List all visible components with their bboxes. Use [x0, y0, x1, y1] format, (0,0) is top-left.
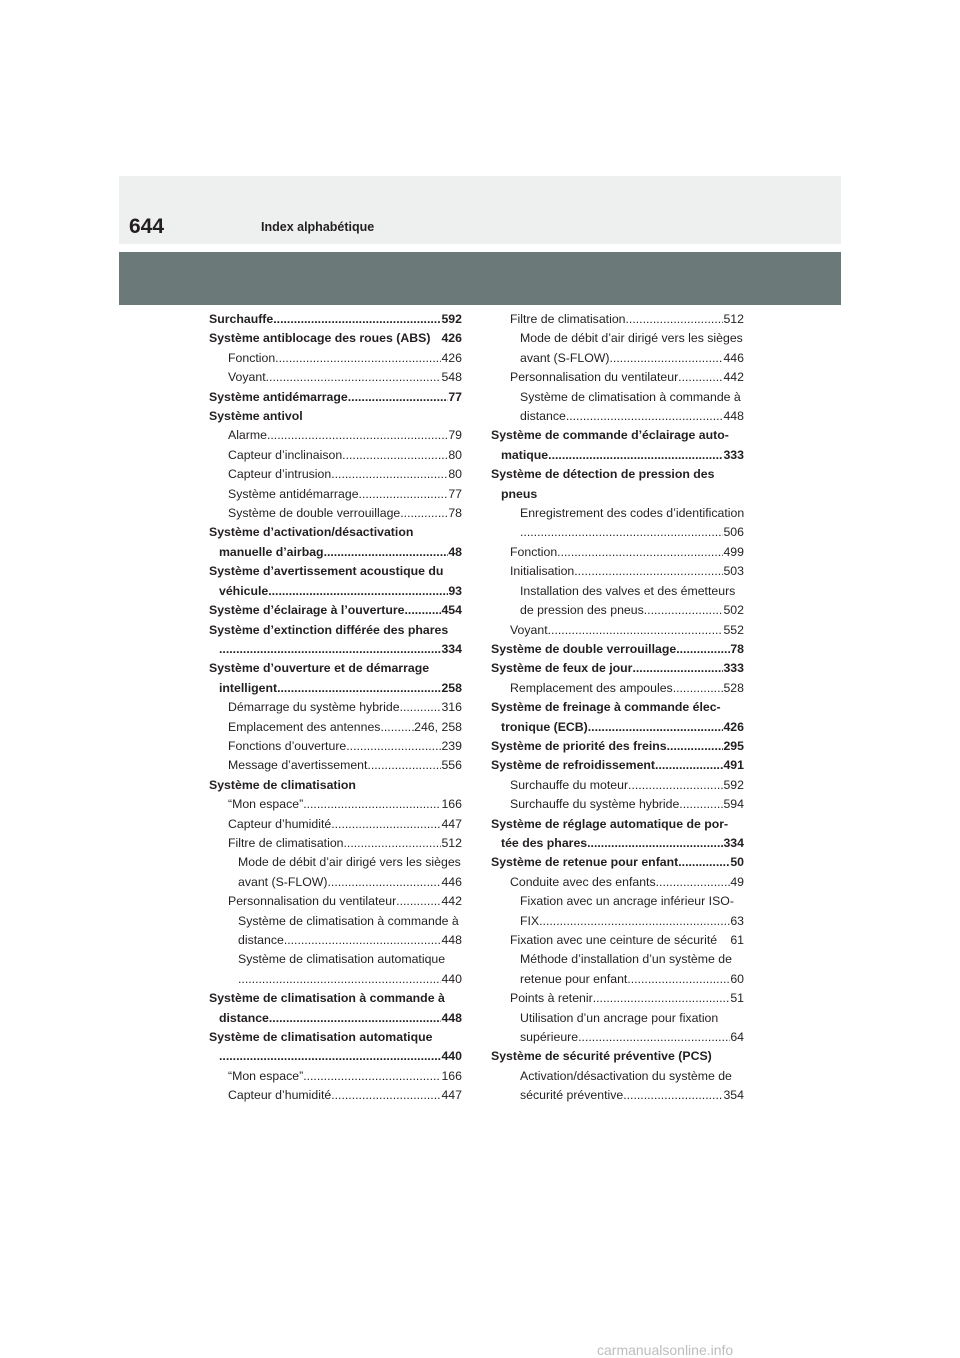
- page-ref[interactable]: 442: [441, 894, 462, 909]
- index-entry: [209, 756, 462, 775]
- dot-leader: [267, 426, 448, 445]
- index-entry: [209, 776, 462, 795]
- dot-leader: [400, 504, 448, 523]
- page-ref[interactable]: 454: [441, 603, 462, 618]
- entry-text: Capteur d’humidité: [228, 1088, 332, 1103]
- index-entry: [209, 698, 462, 717]
- index-entry: [491, 834, 744, 853]
- entry-text: Système antidémarrage: [209, 389, 348, 404]
- page-ref[interactable]: 448: [723, 409, 744, 424]
- dot-leader: [520, 523, 723, 542]
- index-entry: [209, 485, 462, 504]
- entry-text: Système d’ouverture et de démarrage: [209, 661, 430, 676]
- index-entry: [209, 834, 462, 853]
- dot-leader: [679, 795, 723, 814]
- dot-leader: [632, 659, 723, 678]
- dot-leader: [673, 679, 724, 698]
- page-ref[interactable]: 528: [723, 680, 744, 695]
- page-number: 644: [129, 215, 165, 238]
- dot-leader: [626, 310, 724, 329]
- index-entry: [491, 1009, 744, 1028]
- header-band: [119, 252, 841, 305]
- page-header: [119, 176, 841, 244]
- index-entry: [491, 679, 744, 698]
- entry-text: Système de climatisation à commande à: [209, 991, 445, 1006]
- page-ref[interactable]: 447: [441, 816, 462, 831]
- entry-text: Système d’extinction différée des phares: [209, 622, 449, 637]
- index-entry: [491, 815, 744, 834]
- footer-watermark: carmanualsonline.info: [597, 1342, 734, 1358]
- dot-leader: [303, 1067, 441, 1086]
- index-entry: [209, 368, 462, 387]
- index-entry: [491, 737, 744, 756]
- index-entry: [209, 310, 462, 329]
- page-ref[interactable]: 64: [730, 1030, 744, 1045]
- entry-text: sécurité préventive: [520, 1088, 624, 1103]
- entry-text: Voyant: [510, 622, 548, 637]
- entry-text: intelligent: [219, 680, 278, 695]
- index-entry: [209, 562, 462, 581]
- index-entry: [491, 1047, 744, 1066]
- dot-leader: [396, 892, 441, 911]
- index-entry: [209, 718, 462, 737]
- entry-text: Remplacement des ampoules: [510, 680, 673, 695]
- entry-text: tée des phares: [501, 835, 588, 850]
- entry-text: Alarme: [228, 428, 267, 443]
- page-ref[interactable]: 448: [441, 933, 462, 947]
- dot-leader: [380, 718, 414, 737]
- entry-text: Système de climatisation à commande à: [520, 389, 741, 404]
- index-entry: [491, 1067, 744, 1086]
- page-ref[interactable]: 93: [448, 583, 462, 598]
- entry-text: Système de climatisation automatique: [209, 1030, 433, 1045]
- dot-leader: [303, 795, 441, 814]
- entry-text: tronique (ECB): [501, 719, 588, 734]
- page-ref[interactable]: 426: [441, 350, 462, 365]
- page-ref[interactable]: 166: [441, 1068, 462, 1083]
- dot-leader: [678, 853, 730, 872]
- page-ref[interactable]: 258: [441, 680, 462, 695]
- dot-leader: [400, 698, 442, 717]
- index-entry: [209, 465, 462, 484]
- entry-text: Filtre de climatisation: [510, 312, 626, 326]
- entry-text: Initialisation: [510, 564, 575, 579]
- entry-text: Fixation avec un ancrage inférieur ISO-: [520, 894, 734, 909]
- entry-text: Voyant: [228, 370, 266, 385]
- entry-text: Système de refroidissement: [491, 758, 656, 773]
- dot-leader: [367, 756, 441, 775]
- entry-text: Système d’éclairage à l’ouverture: [209, 603, 405, 618]
- page-ref[interactable]: 295: [723, 738, 744, 753]
- dot-leader: [284, 931, 442, 950]
- index-entry: [209, 349, 462, 368]
- index-entry: [491, 485, 744, 504]
- entry-text: Système de freinage à commande élec-: [491, 700, 721, 715]
- dot-leader: [348, 388, 449, 407]
- dot-leader: [548, 621, 724, 640]
- entry-text: avant (S-FLOW): [238, 874, 328, 889]
- page-ref[interactable]: 334: [723, 835, 744, 850]
- index-entry: [491, 950, 744, 969]
- entry-text: Points à retenir: [510, 991, 593, 1006]
- entry-text: Système de double verrouillage: [228, 506, 401, 521]
- index-entry: [209, 1028, 462, 1047]
- dot-leader: [219, 640, 441, 659]
- page-ref[interactable]: 60: [730, 971, 744, 986]
- entry-text: Démarrage du système hybride: [228, 700, 400, 715]
- index-entry: [209, 446, 462, 465]
- dot-leader: [574, 562, 723, 581]
- entry-text: Système de double verrouillage: [491, 641, 677, 656]
- entry-text: Installation des valves et des émetteurs: [520, 583, 736, 598]
- page-ref[interactable]: 592: [723, 777, 744, 792]
- index-entry: [491, 756, 744, 775]
- entry-text: Utilisation d’un ancrage pour fixation: [520, 1010, 719, 1025]
- entry-text: Méthode d’installation d’un système de: [520, 952, 732, 967]
- dot-leader: [269, 1009, 442, 1028]
- index-entry: [209, 950, 462, 969]
- entry-text: Mode de débit d’air dirigé vers les sièges: [520, 331, 743, 346]
- entry-text: Système antivol: [209, 409, 303, 424]
- page-ref[interactable]: 246, 258: [414, 719, 462, 734]
- entry-text: Surchauffe: [209, 312, 274, 326]
- page-ref[interactable]: 51: [730, 991, 744, 1006]
- index-entry: [209, 1067, 462, 1086]
- index-entry: [209, 989, 462, 1008]
- dot-leader: [359, 485, 449, 504]
- page-ref[interactable]: 333: [723, 661, 744, 676]
- entry-text: Système antidémarrage: [228, 486, 359, 501]
- index-entry: [491, 640, 744, 659]
- index-entry: [491, 388, 744, 407]
- entry-text: Système de sécurité préventive (PCS): [491, 1049, 712, 1064]
- page-ref[interactable]: 446: [723, 350, 744, 365]
- index-entry: [491, 543, 744, 562]
- page-ref[interactable]: 552: [723, 622, 744, 637]
- index-entry: [491, 407, 744, 426]
- index-entry: [491, 310, 744, 329]
- index-entry: [209, 523, 462, 542]
- page-ref[interactable]: 78: [448, 506, 462, 521]
- dot-leader: [628, 776, 723, 795]
- entry-text: Activation/désactivation du système de: [520, 1068, 732, 1083]
- page-ref[interactable]: 503: [723, 564, 744, 579]
- dot-leader: [548, 446, 723, 465]
- page-ref[interactable]: 354: [723, 1088, 744, 1103]
- index-entry: [491, 1028, 744, 1047]
- index-entry: [209, 679, 462, 698]
- page-ref[interactable]: 440: [441, 1049, 462, 1064]
- page-ref[interactable]: 446: [441, 874, 462, 889]
- dot-leader: [656, 873, 731, 892]
- index-entry: [209, 640, 462, 659]
- page-ref[interactable]: 512: [441, 835, 462, 850]
- index-entry: [209, 582, 462, 601]
- entry-text: distance: [520, 409, 566, 424]
- entry-text: Système de feux de jour: [491, 661, 633, 676]
- index-entry: [491, 446, 744, 465]
- entry-text: Système de réglage automatique de por-: [491, 816, 729, 831]
- dot-leader: [539, 912, 730, 931]
- index-entry: [209, 815, 462, 834]
- entry-text: Système de climatisation automatique: [238, 952, 446, 967]
- index-entry: [209, 1009, 462, 1028]
- page-ref[interactable]: 79: [448, 428, 462, 443]
- dot-leader: [676, 640, 730, 659]
- page-ref[interactable]: 48: [448, 544, 462, 559]
- index-entry: [491, 795, 744, 814]
- dot-leader: [331, 465, 448, 484]
- index-entry: [209, 873, 462, 892]
- page-ref[interactable]: 77: [448, 389, 462, 404]
- dot-leader: [342, 446, 448, 465]
- entry-text: matique: [501, 447, 549, 462]
- entry-text: avant (S-FLOW): [520, 350, 610, 365]
- dot-leader: [578, 1028, 730, 1047]
- page-ref[interactable]: 512: [723, 312, 744, 326]
- entry-text: Système de commande d’éclairage auto-: [491, 428, 729, 443]
- entry-text: de pression des pneus: [520, 603, 644, 618]
- entry-text: Système d’avertissement acoustique du: [209, 564, 444, 579]
- index-entry: [209, 601, 462, 620]
- index-entry: [491, 504, 744, 523]
- index-entry: [491, 698, 744, 717]
- page-ref[interactable]: 506: [723, 525, 744, 540]
- page-ref[interactable]: 502: [723, 603, 744, 618]
- index-entry: [209, 931, 462, 950]
- index-entry: [491, 582, 744, 601]
- dot-leader: [331, 815, 441, 834]
- dot-leader: [277, 679, 441, 698]
- index-column-right: [491, 310, 744, 1106]
- dot-leader: [404, 601, 441, 620]
- page-ref[interactable]: 426: [723, 719, 744, 734]
- page-ref[interactable]: 61: [730, 933, 744, 947]
- dot-leader: [667, 737, 724, 756]
- index-entry: [209, 912, 462, 931]
- index-entry: [491, 523, 744, 542]
- entry-text: Système de retenue pour enfant: [491, 855, 679, 870]
- page-ref[interactable]: 239: [441, 738, 462, 753]
- index-entry: [209, 737, 462, 756]
- entry-text: Système de climatisation: [209, 777, 356, 792]
- index-entry: [491, 426, 744, 445]
- entry-text: distance: [219, 1010, 269, 1025]
- page-ref[interactable]: 316: [441, 700, 462, 715]
- index-entry: [491, 659, 744, 678]
- dot-leader: [587, 834, 723, 853]
- entry-text: Surchauffe du système hybride: [510, 797, 680, 812]
- dot-leader: [266, 368, 442, 387]
- entry-text: supérieure: [520, 1030, 579, 1045]
- page-ref[interactable]: 499: [723, 544, 744, 559]
- page-ref[interactable]: 50: [730, 855, 744, 870]
- dot-leader: [328, 873, 442, 892]
- entry-text: Système d’activation/désactivation: [209, 525, 414, 540]
- index-entry: [209, 1047, 462, 1066]
- index-entry: [491, 329, 744, 348]
- page-ref[interactable]: 491: [723, 758, 744, 773]
- index-entry: [491, 912, 744, 931]
- dot-leader: [566, 407, 724, 426]
- dot-leader: [346, 737, 441, 756]
- index-entry: [491, 368, 744, 387]
- dot-leader: [324, 543, 449, 562]
- entry-text: Surchauffe du moteur: [510, 777, 629, 792]
- index-entry: [491, 853, 744, 872]
- page-ref[interactable]: 442: [723, 370, 744, 385]
- dot-leader: [644, 601, 724, 620]
- dot-leader: [331, 1086, 441, 1105]
- page-ref[interactable]: 426: [441, 331, 462, 346]
- entry-text: Capteur d’intrusion: [228, 467, 332, 482]
- dot-leader: [238, 970, 441, 989]
- index-column-left: [209, 310, 462, 1106]
- section-title: Index alphabétique: [261, 220, 375, 234]
- page-ref[interactable]: 548: [441, 370, 462, 385]
- index-entry: [491, 1086, 744, 1105]
- index-entry: [209, 407, 462, 426]
- index-entry: [209, 329, 462, 348]
- index-entry: [491, 349, 744, 368]
- entry-text: “Mon espace”: [228, 797, 304, 812]
- page-ref[interactable]: 448: [441, 1010, 462, 1025]
- entry-text: Capteur d’inclinaison: [228, 447, 343, 462]
- dot-leader: [593, 989, 731, 1008]
- page-ref[interactable]: 80: [448, 447, 462, 462]
- entry-text: Personnalisation du ventilateur: [228, 894, 397, 909]
- entry-text: Filtre de climatisation: [228, 835, 344, 850]
- index-entry: [491, 718, 744, 737]
- page-ref[interactable]: 49: [730, 874, 744, 889]
- index-entry: [491, 931, 744, 950]
- entry-text: Fonction: [228, 350, 276, 365]
- page-ref[interactable]: 592: [441, 312, 462, 326]
- index-entry: [209, 621, 462, 640]
- page-ref[interactable]: 447: [441, 1088, 462, 1103]
- index-entry: [491, 892, 744, 911]
- index-entry: [491, 465, 744, 484]
- dot-leader: [655, 756, 723, 775]
- index-entry: [209, 426, 462, 445]
- index-entry: [491, 621, 744, 640]
- entry-text: pneus: [501, 486, 538, 501]
- entry-text: véhicule: [219, 583, 269, 598]
- dot-leader: [273, 310, 441, 329]
- entry-text: Conduite avec des enfants: [510, 874, 656, 889]
- index-entry: [209, 543, 462, 562]
- page-ref[interactable]: 440: [441, 971, 462, 986]
- page-ref[interactable]: 594: [723, 797, 744, 812]
- index-entry: [491, 873, 744, 892]
- index-entry: [209, 970, 462, 989]
- index-entry: [491, 562, 744, 581]
- dot-leader: [627, 970, 730, 989]
- entry-text: Enregistrement des codes d’identification: [520, 506, 745, 521]
- entry-text: manuelle d’airbag: [219, 544, 324, 559]
- index-entry: [209, 388, 462, 407]
- entry-text: Message d’avertissement: [228, 758, 368, 773]
- entry-text: FIX: [520, 913, 540, 928]
- index-entry: [491, 970, 744, 989]
- dot-leader: [557, 543, 723, 562]
- dot-leader: [344, 834, 442, 853]
- index-entry: [491, 601, 744, 620]
- index-entry: [209, 504, 462, 523]
- page-ref[interactable]: 556: [441, 758, 462, 773]
- entry-text: Capteur d’humidité: [228, 816, 332, 831]
- entry-text: Système antiblocage des roues (ABS): [209, 331, 431, 346]
- dot-leader: [678, 368, 723, 387]
- entry-text: retenue pour enfant: [520, 971, 628, 986]
- entry-text: “Mon espace”: [228, 1068, 304, 1083]
- page-ref[interactable]: 63: [730, 913, 744, 928]
- dot-leader: [588, 718, 724, 737]
- index-entry: [209, 659, 462, 678]
- entry-text: Personnalisation du ventilateur: [510, 370, 679, 385]
- entry-text: Fonctions d’ouverture: [228, 738, 347, 753]
- index-entry: [209, 795, 462, 814]
- dot-leader: [623, 1086, 723, 1105]
- page-ref[interactable]: 77: [448, 486, 462, 501]
- page-ref[interactable]: 80: [448, 467, 462, 482]
- entry-text: distance: [238, 933, 284, 947]
- dot-leader: [275, 349, 441, 368]
- entry-text: Système de climatisation à commande à: [238, 913, 459, 928]
- dot-leader: [268, 582, 448, 601]
- entry-text: Fonction: [510, 544, 558, 559]
- page-ref[interactable]: 78: [730, 641, 744, 656]
- page-ref[interactable]: 166: [441, 797, 462, 812]
- page-ref[interactable]: 333: [723, 447, 744, 462]
- page-ref[interactable]: 334: [441, 641, 462, 656]
- dot-leader: [610, 349, 724, 368]
- index-entry: [491, 776, 744, 795]
- index-entry: [209, 853, 462, 872]
- entry-text: Mode de débit d’air dirigé vers les sièges: [238, 855, 461, 870]
- entry-text: Fixation avec une ceinture de sécurité: [510, 933, 718, 947]
- index-entry: [209, 1086, 462, 1105]
- entry-text: Système de détection de pression des: [491, 467, 715, 482]
- entry-text: Emplacement des antennes: [228, 719, 381, 734]
- index-entry: [209, 892, 462, 911]
- entry-text: Système de priorité des freins: [491, 738, 667, 753]
- index-entry: [491, 989, 744, 1008]
- dot-leader: [219, 1047, 441, 1066]
